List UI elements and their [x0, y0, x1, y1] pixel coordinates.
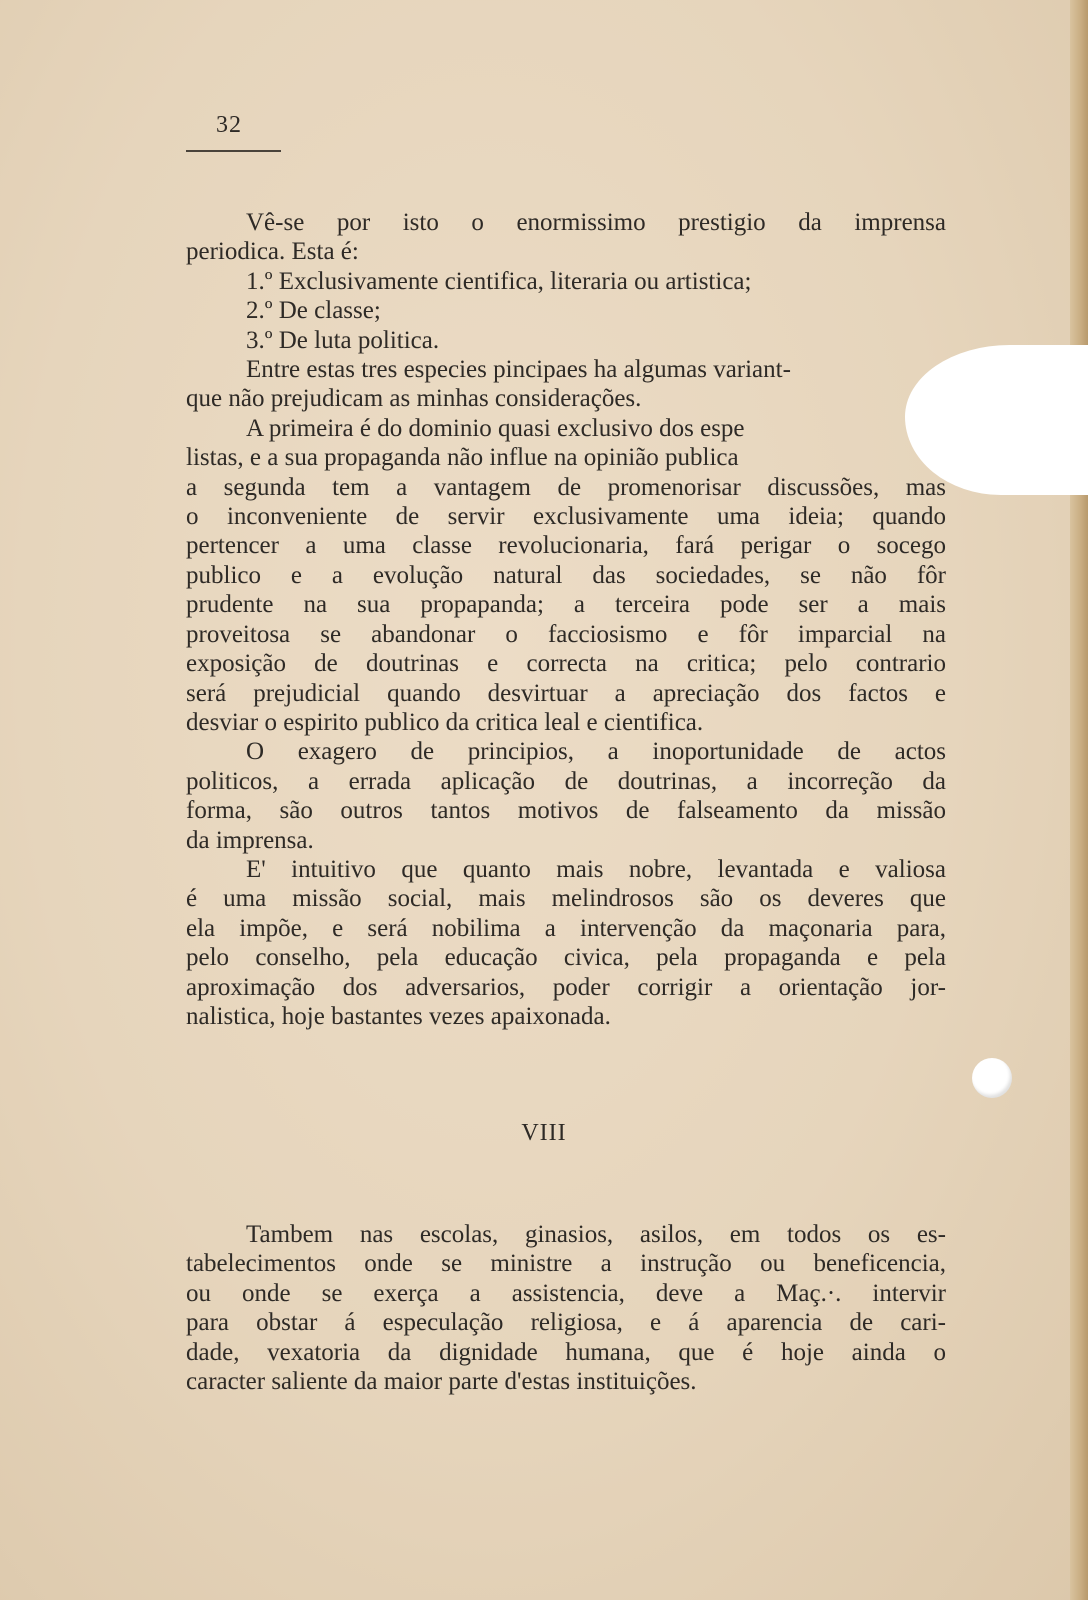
list-item: 3.º De luta politica. [246, 326, 440, 354]
text-line: ela impõe, e será nobilima a intervenção da maçonaria para, [186, 914, 946, 942]
text-line: exposição de doutrinas e correcta na critica; pelo contrario [186, 650, 946, 678]
text-line: publico e a evolução natural das sociedades, se não fôr [186, 561, 946, 589]
text-line: E' intuitivo que quanto mais nobre, levantada e valiosa [246, 855, 946, 883]
text-line: pelo conselho, pela educação civica, pela propaganda e pela [186, 944, 946, 972]
text-line: da imprensa. [186, 826, 314, 854]
text-line: nalistica, hoje bastantes vezes apaixonada. [186, 1002, 611, 1030]
text-line: que não prejudicam as minhas considerações. [186, 385, 642, 413]
text-line: periodica. Esta é: [186, 238, 359, 266]
list-item: 1.º Exclusivamente cientifica, literaria ou artistica; [246, 267, 752, 295]
text-line: prudente na sua propapanda; a terceira pode ser a mais [186, 591, 946, 619]
text-line: caracter saliente da maior parte d'estas instituições. [186, 1368, 697, 1396]
text-line: o inconveniente de servir exclusivamente uma ideia; quando [186, 503, 946, 531]
text-line: desviar o espirito publico da critica leal e cientifica. [186, 708, 704, 736]
list-item: 2.º De classe; [246, 297, 381, 325]
text-line: politicos, a errada aplicação de doutrinas, a incorreção da [186, 767, 946, 795]
text-line: Entre estas tres especies pincipaes ha algumas variant- [246, 356, 791, 384]
page-edge [1070, 0, 1088, 1600]
text-line: listas, e a sua propaganda não influe na opinião publica [186, 444, 739, 472]
text-line: para obstar á especulação religiosa, e á aparencia de cari- [186, 1309, 946, 1337]
text-line: é uma missão social, mais melindrosos são os deveres que [186, 885, 946, 913]
text-line: será prejudicial quando desvirtuar a apreciação dos factos e [186, 679, 946, 707]
text-block-imprensa [186, 208, 946, 1031]
section-heading: VIII [521, 1120, 567, 1146]
punch-hole [972, 1058, 1012, 1098]
text-line: O exagero de principios, a inoportunidade de actos [246, 738, 946, 766]
text-line: pertencer a uma classe revolucionaria, fará perigar o socego [186, 532, 946, 560]
text-block-escolas [186, 1220, 946, 1396]
text-line: A primeira é do dominio quasi exclusivo dos espe [246, 414, 745, 442]
text-line: forma, são outros tantos motivos de falseamento da missão [186, 797, 946, 825]
text-line: Vê-se por isto o enormissimo prestigio da imprensa [246, 209, 946, 236]
text-line: ou onde se exerça a assistencia, deve a Maç.·. intervir [186, 1279, 946, 1307]
page-number-rule [186, 150, 281, 152]
text-line: tabelecimentos onde se ministre a instrução ou beneficencia, [186, 1250, 946, 1278]
text-line: proveitosa se abandonar o facciosismo e fôr imparcial na [186, 620, 946, 648]
text-line: a segunda tem a vantagem de promenorisar discussões, mas [186, 473, 946, 501]
page-number: 32 [216, 112, 242, 138]
text-line: dade, vexatoria da dignidade humana, que é hoje ainda o [186, 1338, 946, 1366]
text-line: aproximação dos adversarios, poder corrigir a orientação jor- [186, 973, 946, 1001]
text-line: Tambem nas escolas, ginasios, asilos, em todos os es- [246, 1221, 946, 1248]
